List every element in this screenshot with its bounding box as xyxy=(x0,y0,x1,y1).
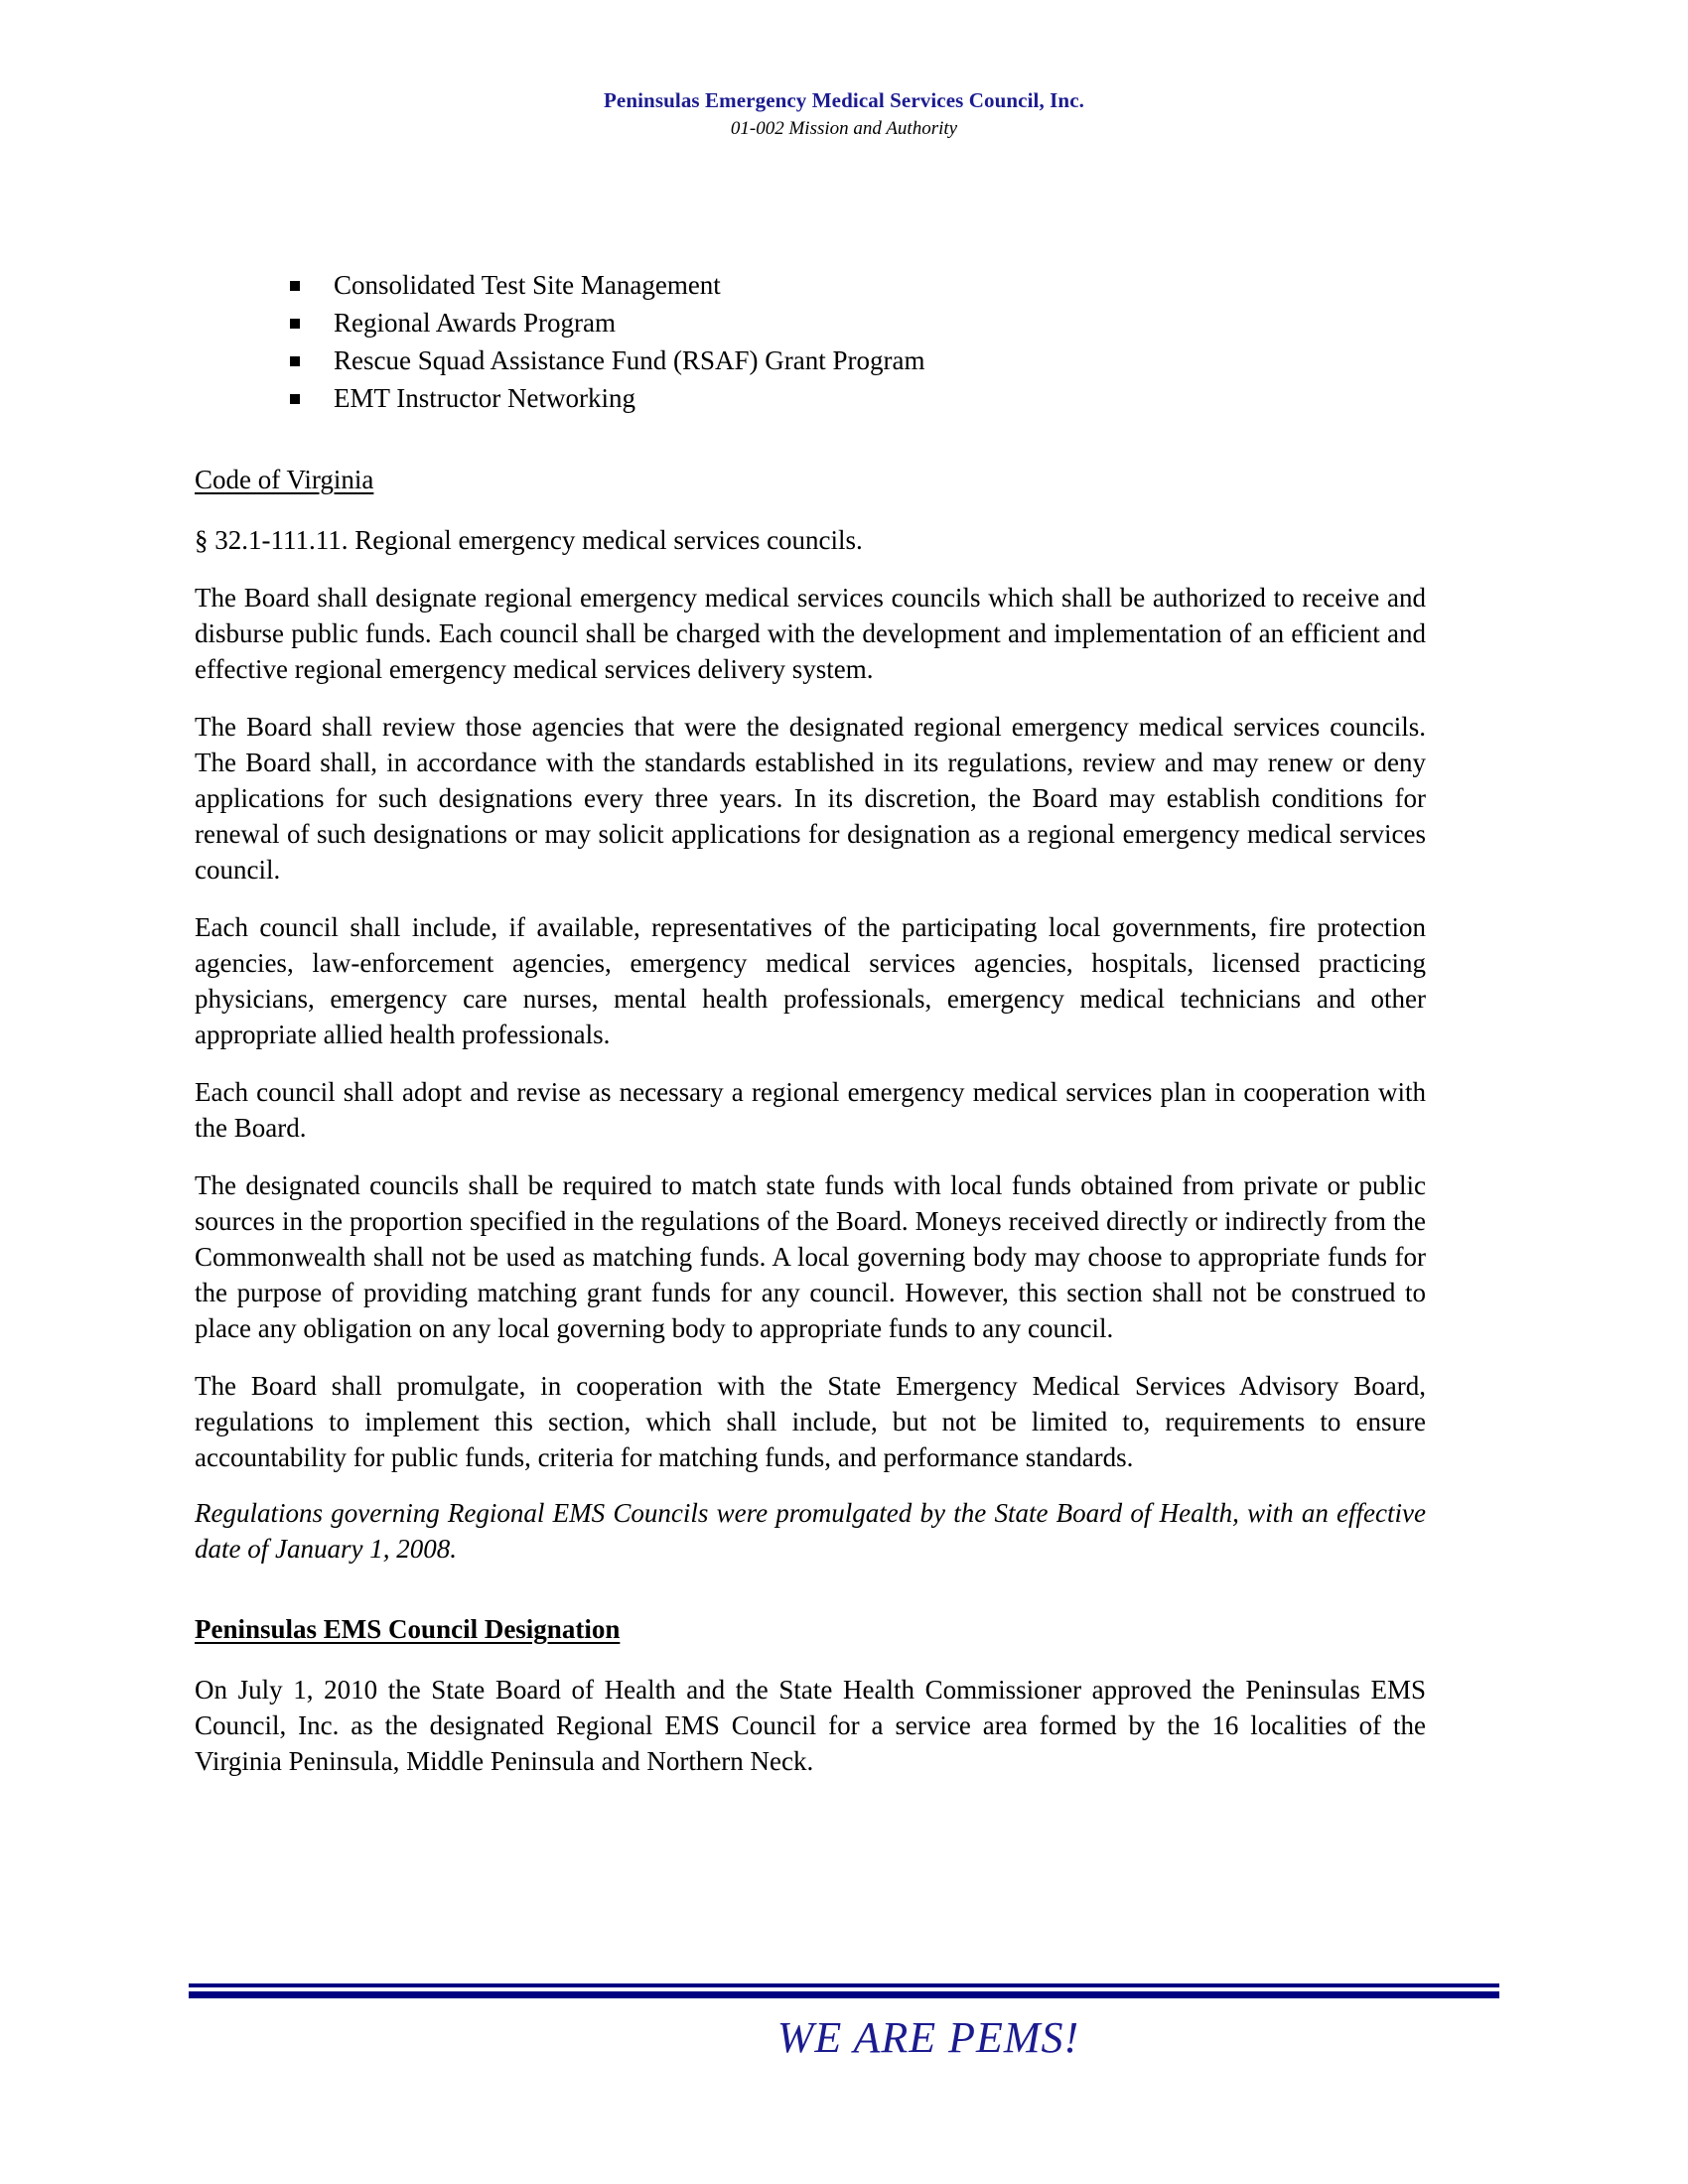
square-bullet-icon xyxy=(290,394,300,404)
page-footer xyxy=(189,1983,1499,2063)
regulations-note: Regulations governing Regional EMS Councils were promulgated by the State Board of Health, with an effective date of January 1, 2008. xyxy=(195,1498,1426,1564)
list-item xyxy=(290,379,1426,417)
organization-name: Peninsulas Emergency Medical Services Council, Inc. xyxy=(604,88,1084,112)
program-bullet-list xyxy=(195,266,1426,417)
designation-heading-block xyxy=(195,1612,1426,1646)
list-item xyxy=(290,266,1426,304)
statute-paragraph-6: The Board shall promulgate, in cooperation with the State Emergency Medical Services Advisory Board, regulations to implement this section, which shall include, but not be limited to, requirements to ensure accountability for public funds, criteria for matching funds, and performance standards. xyxy=(195,1371,1426,1472)
section-heading-code-of-virginia: Code of Virginia xyxy=(195,465,374,494)
list-item-label: Rescue Squad Assistance Fund (RSAF) Grant Program xyxy=(334,345,925,375)
footer-slogan: WE ARE PEMS! xyxy=(776,2013,1080,2062)
statute-citation: § 32.1-111.11. Regional emergency medical services councils. xyxy=(195,525,863,555)
designation-paragraph: On July 1, 2010 the State Board of Health and the State Health Commissioner approved the Peninsulas EMS Council, Inc. as the designated Regional EMS Council for a service area formed by the 16 localities of the Virginia Peninsula, Middle Peninsula and Northern Neck. xyxy=(195,1675,1426,1776)
list-item-label: EMT Instructor Networking xyxy=(334,383,635,413)
footer-rule-bottom xyxy=(189,1991,1499,1998)
statute-paragraph-1: The Board shall designate regional emergency medical services councils which shall be authorized to receive and disburse public funds. Each council shall be charged with the development and implementation of an efficient and effective regional emergency medical services delivery system. xyxy=(195,583,1426,684)
list-item xyxy=(290,341,1426,379)
statute-paragraph-4: Each council shall adopt and revise as necessary a regional emergency medical services plan in cooperation with the Board. xyxy=(195,1077,1426,1143)
square-bullet-icon xyxy=(290,281,300,291)
list-item xyxy=(290,304,1426,341)
section-heading-designation: Peninsulas EMS Council Designation xyxy=(195,1614,621,1644)
square-bullet-icon xyxy=(290,319,300,329)
square-bullet-icon xyxy=(290,356,300,366)
statute-paragraph-5: The designated councils shall be required to match state funds with local funds obtained from private or public sources in the proportion specified in the regulations of the Board. Moneys received directly or indirectly from the Commonwealth shall not be used as matching funds. A local governing body may choose to appropriate funds for the purpose of providing matching grant funds for any council. However, this section shall not be construed to place any obligation on any local governing body to appropriate funds to any council. xyxy=(195,1170,1426,1343)
statute-paragraph-2: The Board shall review those agencies that were the designated regional emergency medical services councils. The Board shall, in accordance with the standards established in its regulations, review and may renew or deny applications for such designations every three years. In its discretion, the Board may establish conditions for renewal of such designations or may solicit applications for designation as a regional emergency medical services council. xyxy=(195,712,1426,885)
list-item-label: Consolidated Test Site Management xyxy=(334,270,721,300)
page-header xyxy=(0,87,1688,141)
document-body xyxy=(195,266,1426,1801)
list-item-label: Regional Awards Program xyxy=(334,308,616,338)
code-of-virginia-heading-block xyxy=(195,463,1426,496)
document-subtitle: 01-002 Mission and Authority xyxy=(730,118,958,140)
statute-paragraph-3: Each council shall include, if available, representatives of the participating local governments, fire protection agencies, law-enforcement agencies, emergency medical services agencies, hospitals, licensed practicing physicians, emergency care nurses, mental health professionals, emergency medical technicians and other appropriate allied health professionals. xyxy=(195,912,1426,1049)
